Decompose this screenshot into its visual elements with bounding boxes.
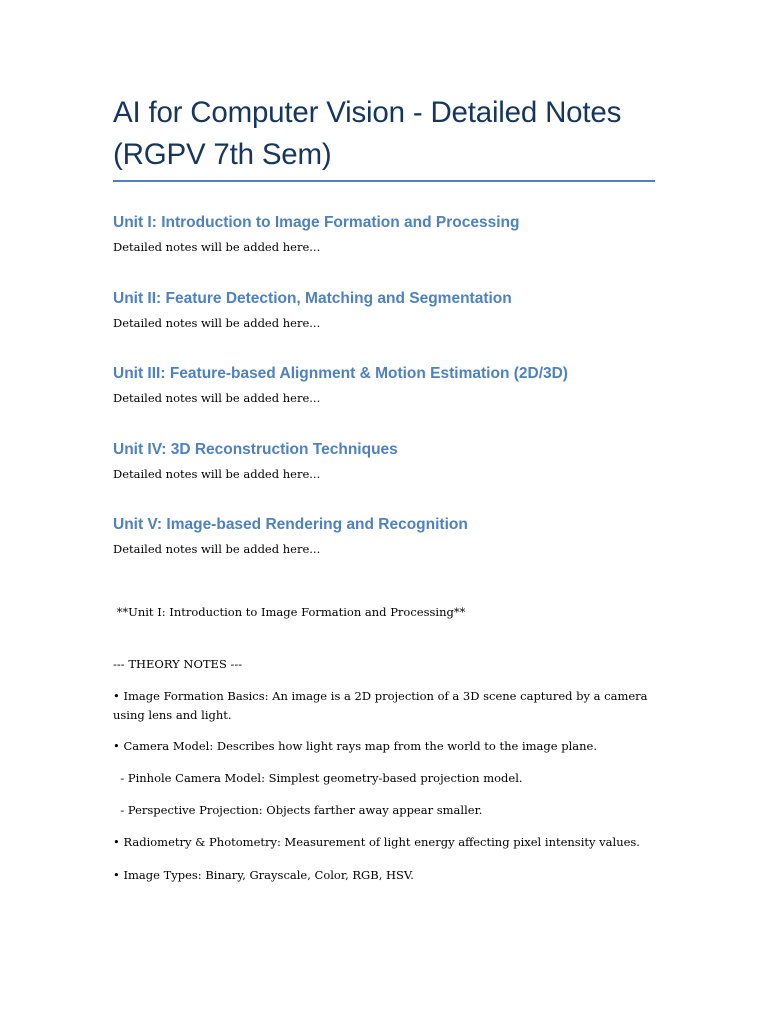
unit-4-body: Detailed notes will be added here... bbox=[113, 467, 321, 481]
notes-item-image-types: • Image Types: Binary, Grayscale, Color, RGB, HSV. bbox=[113, 868, 414, 882]
unit-4-heading: Unit IV: 3D Reconstruction Techniques bbox=[113, 441, 398, 458]
unit-5-body: Detailed notes will be added here... bbox=[113, 542, 321, 556]
notes-unit-title: **Unit I: Introduction to Image Formation and Processing** bbox=[113, 605, 466, 619]
unit-2-body: Detailed notes will be added here... bbox=[113, 316, 321, 330]
notes-item-image-formation: • Image Formation Basics: An image is a 2D projection of a 3D scene captured by a camera using lens and light. bbox=[113, 689, 648, 722]
notes-item-camera-model: • Camera Model: Describes how light rays map from the world to the image plane. bbox=[113, 739, 597, 753]
unit-5-heading: Unit V: Image-based Rendering and Recognition bbox=[113, 516, 468, 533]
unit-3-heading: Unit III: Feature-based Alignment & Motion Estimation (2D/3D) bbox=[113, 365, 568, 382]
notes-item-pinhole: - Pinhole Camera Model: Simplest geometry-based projection model. bbox=[113, 771, 523, 785]
unit-3-body: Detailed notes will be added here... bbox=[113, 391, 321, 405]
notes-item-radiometry: • Radiometry & Photometry: Measurement of light energy affecting pixel intensity values. bbox=[113, 835, 640, 849]
unit-2-heading: Unit II: Feature Detection, Matching and Segmentation bbox=[113, 290, 512, 307]
unit-1-body: Detailed notes will be added here... bbox=[113, 240, 321, 254]
document-title: AI for Computer Vision - Detailed Notes (RGPV 7th Sem) bbox=[113, 96, 622, 171]
notes-item-perspective: - Perspective Projection: Objects farther away appear smaller. bbox=[113, 803, 483, 817]
notes-section-label: --- THEORY NOTES --- bbox=[113, 657, 243, 671]
unit-1-heading: Unit I: Introduction to Image Formation and Processing bbox=[113, 214, 520, 231]
title-underline bbox=[113, 180, 655, 182]
